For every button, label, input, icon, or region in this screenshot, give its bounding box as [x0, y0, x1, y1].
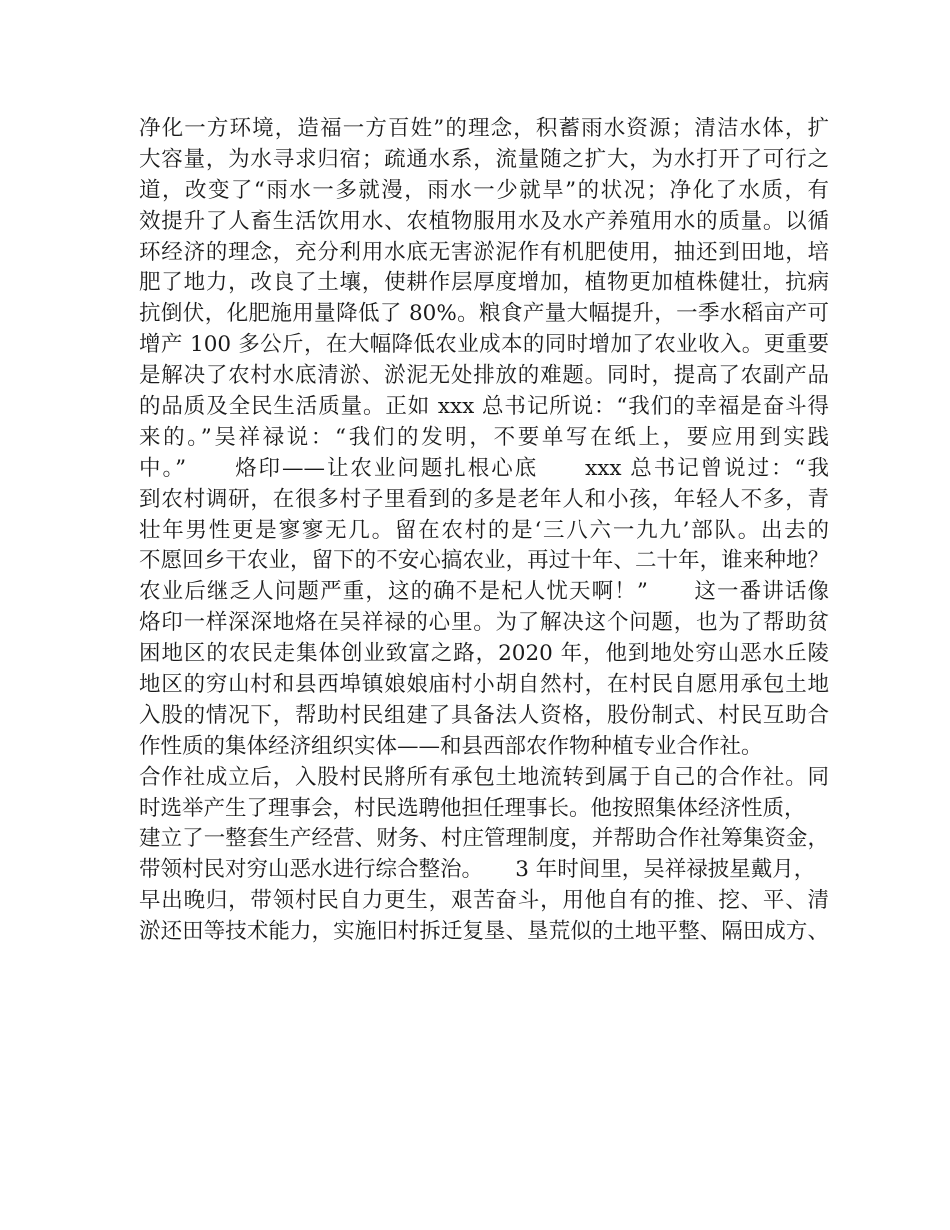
text-line: 农业后继乏人问题严重，这的确不是杞人忧天啊！” 这一番讲话像: [139, 579, 829, 605]
text-line: 壮年男性更是寥寥无几。留在农村的是‘三八六一九九’部队。出去的: [139, 517, 829, 543]
text-line: 效提升了人畜生活饮用水、农植物服用水及水产养殖用水的质量。以循: [139, 208, 829, 234]
body-paragraph: [139, 114, 829, 948]
text-line: 道，改变了“雨水一多就漫，雨水一少就旱”的状况；净化了水质，有: [139, 177, 829, 203]
text-line: 合作社成立后，入股村民將所有承包土地流转到属于自己的合作社。同: [139, 764, 829, 790]
text-line: 到农村调研，在很多村子里看到的多是老年人和小孩，年轻人不多，青: [139, 486, 829, 512]
text-line: 的品质及全民生活质量。正如 xxx 总书记所说：“我们的幸福是奋斗得: [139, 394, 829, 420]
text-line: 肥了地力，改良了土壤，使耕作层厚度增加，植物更加植株健壮，抗病: [139, 270, 829, 296]
text-line: 净化一方环境，造福一方百姓”的理念，积蓄雨水资源；清洁水体，扩: [139, 116, 829, 141]
text-line: 中。” 烙印——让农业问题扎根心底 xxx 总书记曾说过：“我: [139, 455, 829, 481]
text-line: 早出晚归，带领村民自力更生，艰苦奋斗，用他自有的推、挖、平、清: [139, 888, 829, 914]
text-line: 环经济的理念，充分利用水底无害淤泥作有机肥使用，抽还到田地，培: [139, 239, 829, 265]
text-line: 作性质的集体经济组织实体——和县西部农作物种植专业合作社。: [139, 733, 763, 759]
text-line: 大容量，为水寻求归宿；疏通水系，流量随之扩大，为水打开了可行之: [139, 146, 829, 172]
text-line: 困地区的农民走集体创业致富之路，2020 年，他到地处穷山恶水丘陵: [139, 641, 829, 667]
text-line: 建立了一整套生产经营、财务、村庄管理制度，并帮助合作社筹集资金，: [139, 826, 829, 852]
text-line: 带领村民对穷山恶水进行综合整治。 3 年时间里，吴祥禄披星戴月，: [139, 857, 816, 883]
text-line: 抗倒伏，化肥施用量降低了 80%。粮食产量大幅提升，一季水稻亩产可: [139, 301, 829, 327]
text-line: 烙印一样深深地烙在吴祥禄的心里。为了解决这个问题，也为了帮助贫: [139, 610, 829, 636]
text-line: 增产 100 多公斤，在大幅降低农业成本的同时增加了农业收入。更重要: [139, 332, 829, 358]
text-line: 不愿回乡干农业，留下的不安心搞农业，再过十年、二十年，谁来种地？: [139, 548, 829, 574]
text-line: 是解决了农村水底清淤、淤泥无处排放的难题。同时，提高了农副产品: [139, 363, 829, 389]
text-line: 时选举产生了理事会，村民选聘他担任理事长。他按照集体经济性质，: [139, 795, 806, 821]
text-line: 来的。”吴祥禄说：“我们的发明，不要单写在纸上，要应用到实践: [139, 424, 829, 450]
text-line: 淤还田等技术能力，实施旧村拆迁复垦、垦荒似的土地平整、隔田成方、: [139, 919, 829, 945]
text-line: 地区的穷山村和县西埠镇娘娘庙村小胡自然村，在村民自愿用承包土地: [139, 672, 829, 698]
text-line: 入股的情况下，帮助村民组建了具备法人资格，股份制式、村民互助合: [139, 702, 829, 728]
